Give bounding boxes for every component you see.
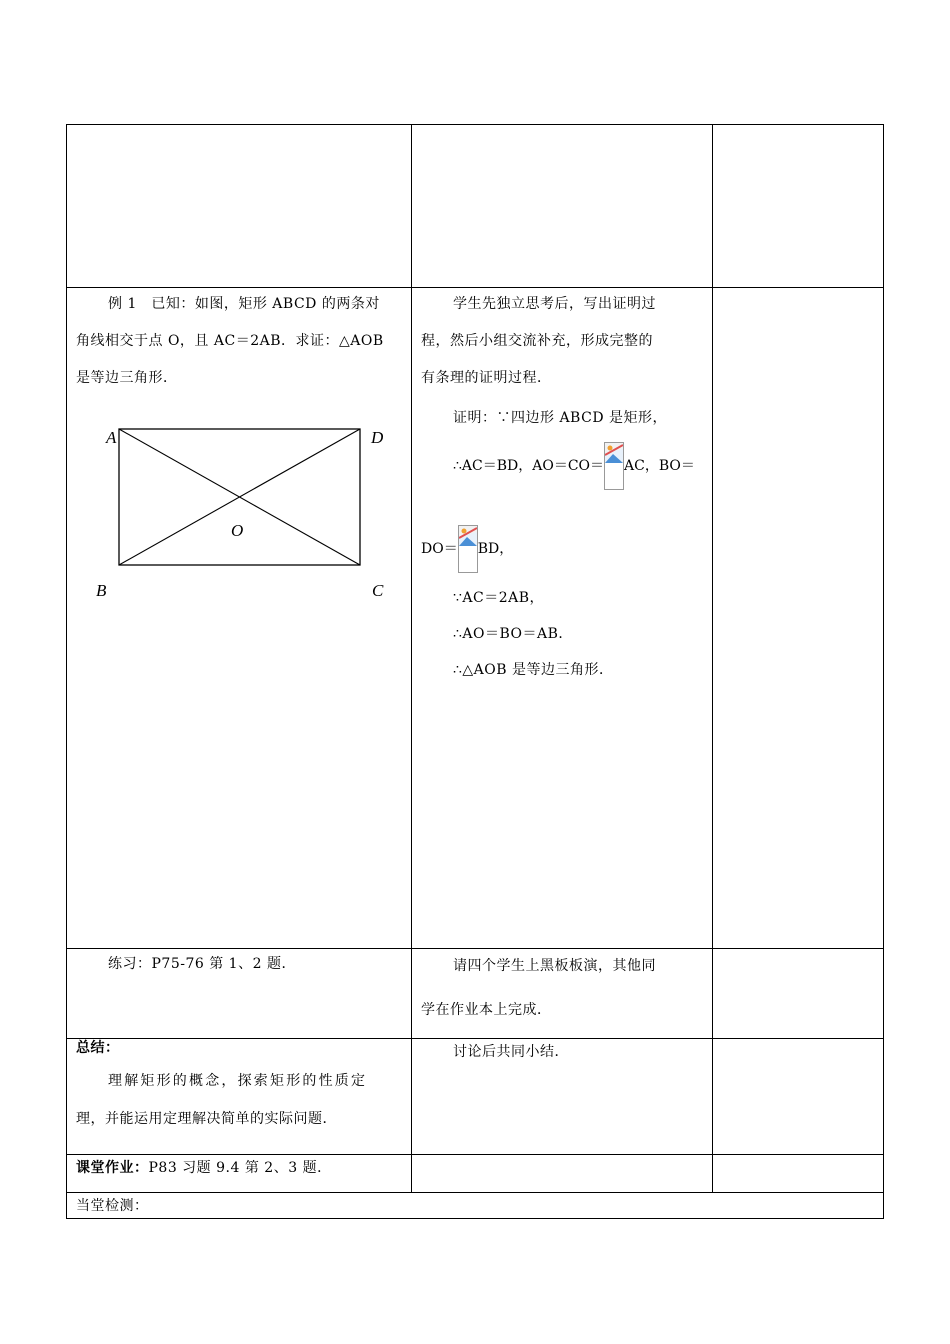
homework-label: 课堂作业： xyxy=(76,1160,149,1176)
summary-activity-text: 讨论后共同小结． xyxy=(453,1044,569,1060)
vertex-label-a: A xyxy=(106,428,117,447)
practice-activity-line: 请四个学生上黑板板演，其他同 xyxy=(453,958,656,974)
example-cell xyxy=(76,286,406,397)
activity-line: 学生先独立思考后，写出证明过 xyxy=(453,296,656,312)
practice-activity-line: 学在作业本上完成． xyxy=(421,1002,552,1018)
activity-line: 程，然后小组交流补充，形成完整的 xyxy=(421,333,653,349)
column-divider xyxy=(411,124,412,1192)
proof-line: ∵AC＝2AB， xyxy=(453,590,545,606)
proof-line: ∴△AOB 是等边三角形． xyxy=(453,662,614,678)
activity-line: 有条理的证明过程． xyxy=(421,370,552,386)
example-line: 例 1 已知：如图，矩形 ABCD 的两条对 xyxy=(108,296,380,312)
student-activity-cell xyxy=(421,286,707,397)
summary-cell xyxy=(76,1034,406,1138)
example-line: 是等边三角形． xyxy=(76,370,178,386)
rectangle-figure xyxy=(92,415,392,619)
center-label-o: O xyxy=(231,521,244,540)
example-line: 角线相交于点 O，且 AC＝2AB．求证：△AOB xyxy=(76,333,384,349)
practice-text: 练习：P75-76 第 1、2 题． xyxy=(108,956,296,972)
summary-title: 总结： xyxy=(76,1040,120,1056)
practice-cell xyxy=(76,944,406,984)
proof-block xyxy=(421,400,707,436)
check-label: 当堂检测： xyxy=(76,1198,149,1214)
image-placeholder-icon xyxy=(604,442,624,490)
proof-text: ∴AC＝BD，AO＝CO＝ xyxy=(453,458,605,474)
vertex-label-d: D xyxy=(371,428,384,447)
proof-line: 证明：∵四边形 ABCD 是矩形， xyxy=(453,410,667,426)
column-divider xyxy=(712,124,713,1192)
practice-activity-cell xyxy=(421,944,707,1032)
proof-text: BD， xyxy=(477,541,514,557)
summary-line: 理，并能运用定理解决简单的实际问题． xyxy=(76,1111,337,1127)
rectangle-diagram xyxy=(92,415,392,615)
image-placeholder-icon xyxy=(458,525,478,573)
summary-line: 理解矩形的概念，探索矩形的性质定 xyxy=(108,1073,368,1089)
proof-line xyxy=(453,440,695,492)
proof-text: AC，BO＝ xyxy=(624,458,695,474)
proof-line: ∴AO＝BO＝AB． xyxy=(453,626,573,642)
homework-cell xyxy=(76,1154,406,1182)
check-cell xyxy=(76,1192,406,1220)
proof-block xyxy=(421,580,707,688)
summary-activity-cell xyxy=(421,1034,707,1070)
homework-text: P83 习题 9.4 第 2、3 题． xyxy=(148,1160,332,1176)
vertex-label-b: B xyxy=(96,581,107,600)
proof-line xyxy=(421,523,513,575)
vertex-label-c: C xyxy=(372,581,384,600)
proof-text: DO＝ xyxy=(421,541,458,557)
